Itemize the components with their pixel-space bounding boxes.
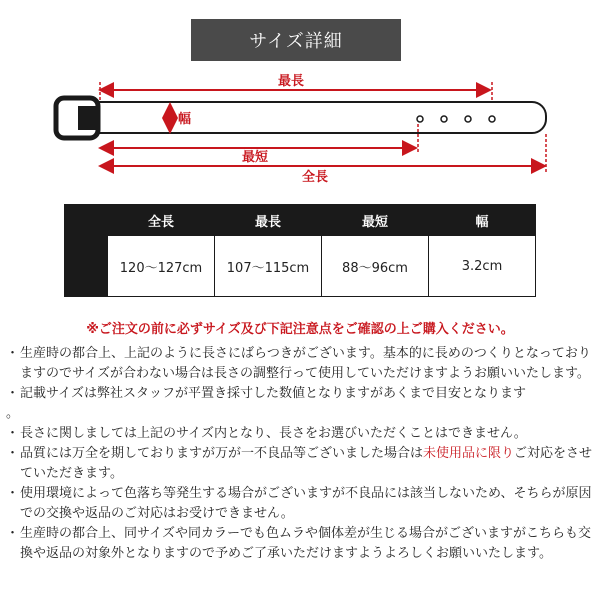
notes-list [6, 344, 596, 564]
list-item [6, 484, 596, 524]
table-row-head [65, 236, 108, 297]
list-item [6, 404, 596, 424]
list-item [6, 384, 596, 404]
note-text: 。 [6, 406, 20, 421]
table-cell: 88〜96cm [322, 236, 429, 297]
note-text: ご対応をさせていただきます。 [20, 446, 593, 481]
list-item [6, 344, 596, 384]
table-header: 幅 [429, 205, 536, 236]
table-corner [65, 205, 108, 236]
note-text: 生産時の都合上、上記のように長さにばらつきがございます。基本的に長めのつくりとなっておりますのでサイズが合わない場合は長さの調整行って使用していただけますようお願いいたします。 [20, 346, 591, 381]
note-text: 記載サイズは弊社スタッフが平置き採寸した数値となりますがあくまで目安となります [20, 386, 526, 401]
belt-strap [58, 102, 546, 133]
table-header: 全長 [108, 205, 215, 236]
min-length-label: 最短 [242, 150, 269, 165]
bullet: ・ [6, 386, 20, 401]
table-header: 最短 [322, 205, 429, 236]
bullet: ・ [6, 426, 20, 441]
total-length-label: 全長 [302, 170, 329, 185]
list-item [6, 524, 596, 564]
order-notice: ※ご注文の前に必ずサイズ及び下記注意点をご確認の上ご購入ください。 [86, 322, 514, 337]
page-title: サイズ詳細 [191, 19, 401, 61]
note-text: 長さに関しましては上記のサイズ内となり、長さをお選びいただくことはできません。 [20, 426, 527, 441]
table-cell: 120〜127cm [108, 236, 215, 297]
size-table [64, 204, 536, 297]
table-row [65, 236, 536, 297]
list-item [6, 424, 596, 444]
note-highlight: 未使用品に限り [423, 446, 515, 461]
table-cell: 107〜115cm [215, 236, 322, 297]
list-item [6, 444, 596, 484]
width-label: 幅 [178, 112, 192, 127]
note-text: 生産時の都合上、同サイズや同カラーでも色ムラや個体差が生じる場合がございますがこちらも交換や返品の対象外となりますので予めご了承いただけますようよろしくお願いいたします。 [20, 526, 591, 561]
bullet: ・ [6, 346, 20, 361]
table-cell: 3.2cm [429, 236, 536, 297]
belt-diagram [0, 68, 600, 198]
note-text: 品質には万全を期しておりますが万が一不良品等ございました場合は [20, 446, 424, 461]
table-header: 最長 [215, 205, 322, 236]
bullet: ・ [6, 446, 20, 461]
bullet: ・ [6, 526, 20, 541]
bullet: ・ [6, 486, 20, 501]
note-text: 使用環境によって色落ち等発生する場合がございますが不良品には該当しないため、そちらが原因での交換や返品のご対応はお受けできません。 [20, 486, 592, 521]
max-length-label: 最長 [278, 74, 305, 89]
table-header-row [65, 205, 536, 236]
